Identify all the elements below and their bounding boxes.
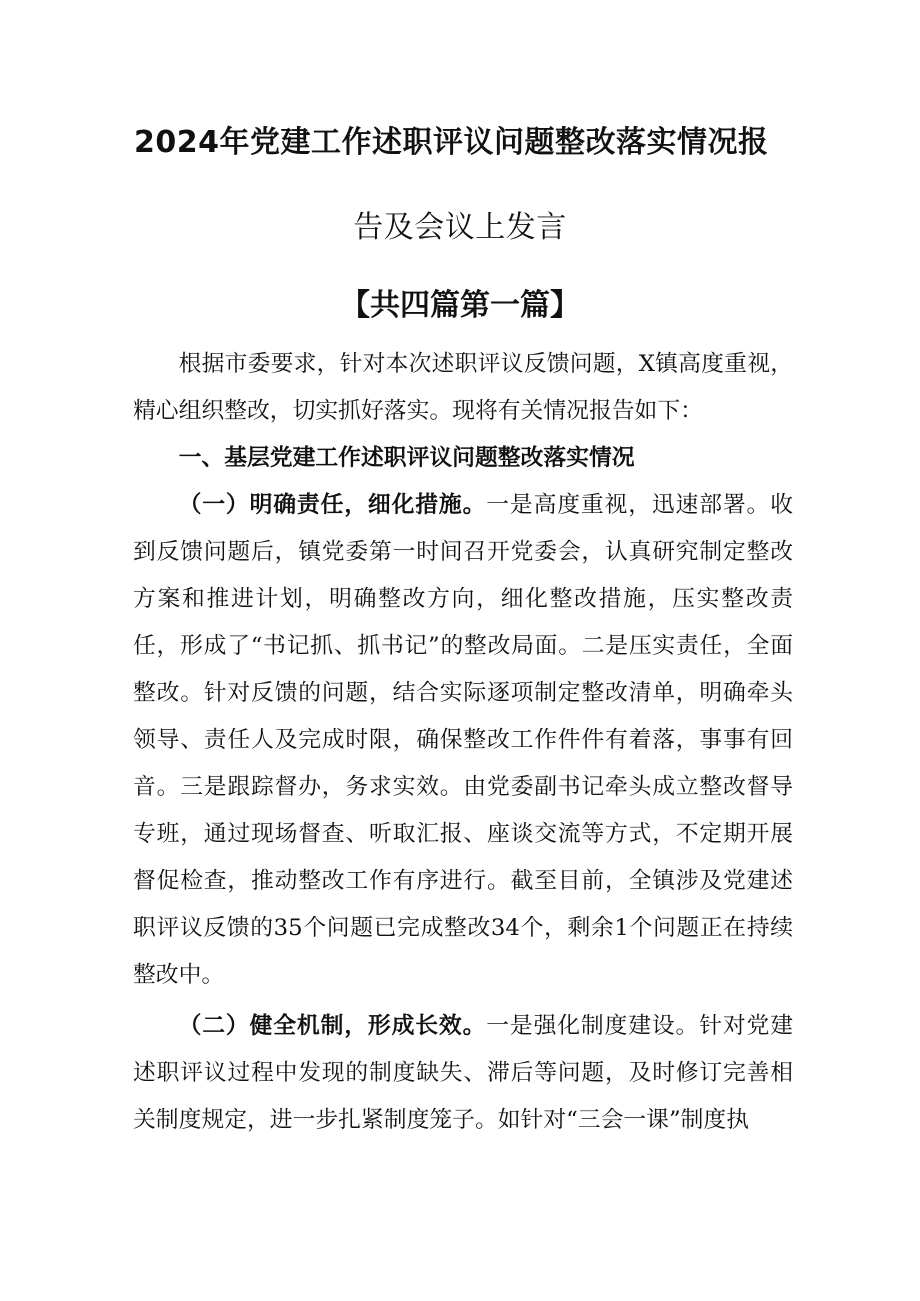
document-title-line-2: 告及会议上发言 [353, 210, 567, 245]
document-body [133, 341, 793, 1144]
paragraph-2-lead: （二）健全机制，形成长效。 [178, 1013, 487, 1039]
document-subtitle: 【共四篇第一篇】 [340, 288, 580, 323]
paragraph-1-text: 一是高度重视，迅速部署。收到反馈问题后，镇党委第一时间召开党委会，认真研究制定整改方案和推进计划，明确整改方向，细化整改措施，压实整改责任，形成了“书记抓、抓书记”的整改局面。二是压实责任，全面整改。针对反馈的问题，结合实际逐项制定整改清单，明确牵头领导、责任人及完成时限，确保整改工作件件有着落，事事有回音。三是跟踪督办，务求实效。由党委副书记牵头成立整改督导专班，通过现场督查、听取汇报、座谈交流等方式，不定期开展督促检查，推动整改工作有序进行。截至目前，全镇涉及党建述职评议反馈的35个问题已完成整改34个，剩余1个问题正在持续整改中。 [133, 492, 794, 988]
paragraph-1-lead: （一）明确责任，细化措施。 [178, 492, 487, 518]
paragraph-2-text: 一是强化制度建设。针对党建述职评议过程中发现的制度缺失、滞后等问题，及时修订完善相关制度规定，进一步扎紧制度笼子。如针对“三会一课”制度执 [133, 1013, 794, 1133]
intro-paragraph: 根据市委要求，针对本次述职评议反馈问题，X镇高度重视，精心组织整改，切实抓好落实。现将有关情况报告如下： [133, 351, 793, 424]
document-title-line-1: 2024年党建工作述职评议问题整改落实情况报 [134, 125, 769, 160]
section-heading: 一、基层党建工作述职评议问题整改落实情况 [178, 445, 635, 471]
paragraph-2 [133, 1003, 793, 1144]
paragraph-1 [133, 482, 793, 999]
